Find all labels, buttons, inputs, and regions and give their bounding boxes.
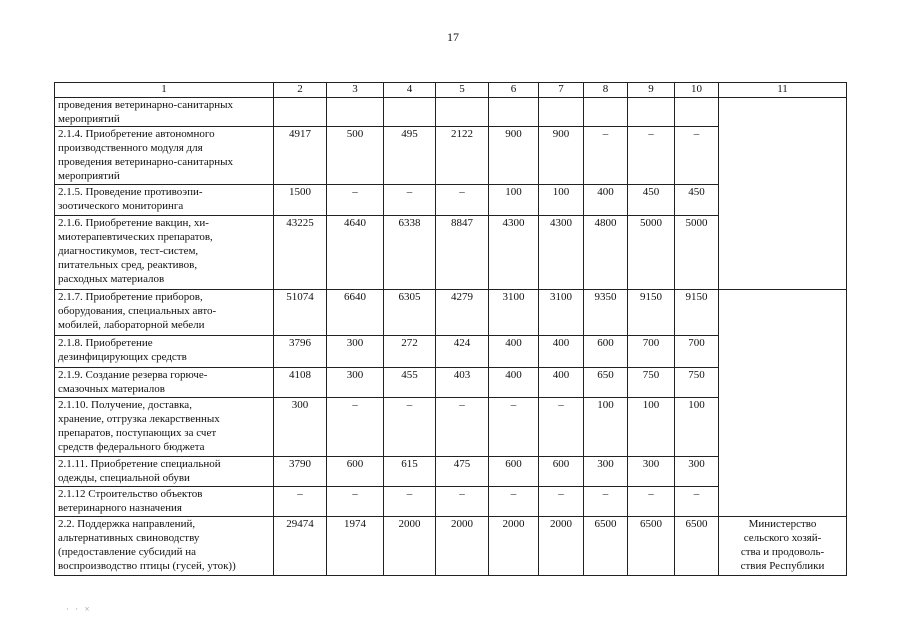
value-cell: 100 [489, 185, 539, 216]
value-cell [384, 98, 436, 127]
measure-name-cell: 2.1.7. Приобретение приборов, оборудования, специальных авто- мобилей, лабораторной мебели [55, 290, 274, 336]
measure-name-cell: 2.1.10. Получение, доставка, хранение, отгрузка лекарственных препаратов, поступающих за счет средств федерального бюджета [55, 398, 274, 457]
value-cell: – [436, 487, 489, 517]
table-row [55, 98, 847, 127]
value-cell: 100 [675, 398, 719, 457]
column-header: 1 [55, 83, 274, 98]
value-cell [675, 98, 719, 127]
value-cell: 450 [675, 185, 719, 216]
value-cell: 3796 [274, 336, 327, 368]
value-cell: 2000 [436, 517, 489, 576]
value-cell: 600 [584, 336, 628, 368]
value-cell: – [489, 398, 539, 457]
value-cell: 51074 [274, 290, 327, 336]
column-header: 8 [584, 83, 628, 98]
value-cell: 6305 [384, 290, 436, 336]
value-cell: 4800 [584, 216, 628, 290]
value-cell: 300 [274, 398, 327, 457]
value-cell: 400 [489, 368, 539, 398]
value-cell: – [436, 185, 489, 216]
measure-name-cell: 2.1.8. Приобретение дезинфицирующих средств [55, 336, 274, 368]
value-cell: 43225 [274, 216, 327, 290]
responsible-ministry-cell: Министерство сельского хозяй- ства и продоволь- ствия Республики [719, 517, 847, 576]
table-row [55, 290, 847, 336]
value-cell: 600 [539, 457, 584, 487]
value-cell: 3790 [274, 457, 327, 487]
value-cell: 4300 [539, 216, 584, 290]
value-cell: 450 [628, 185, 675, 216]
value-cell: – [327, 398, 384, 457]
value-cell [489, 98, 539, 127]
value-cell: 4279 [436, 290, 489, 336]
responsible-cell [719, 98, 847, 290]
value-cell: 615 [384, 457, 436, 487]
value-cell: 8847 [436, 216, 489, 290]
column-header: 3 [327, 83, 384, 98]
measure-name-cell: 2.1.6. Приобретение вакцин, хи- миотерапевтических препаратов, диагностикумов, тест-систем, питательных сред, реактивов, расходных материалов [55, 216, 274, 290]
value-cell: – [274, 487, 327, 517]
responsible-cell [719, 290, 847, 517]
value-cell: 455 [384, 368, 436, 398]
value-cell: 495 [384, 127, 436, 185]
value-cell: 100 [539, 185, 584, 216]
column-header: 6 [489, 83, 539, 98]
measure-name-cell: 2.1.11. Приобретение специальной одежды, специальной обуви [55, 457, 274, 487]
scan-mark: · · × [66, 604, 92, 614]
value-cell: 750 [675, 368, 719, 398]
value-cell: 400 [489, 336, 539, 368]
table-row [55, 517, 847, 576]
value-cell: 4917 [274, 127, 327, 185]
value-cell: 650 [584, 368, 628, 398]
value-cell: 9150 [628, 290, 675, 336]
value-cell: 2000 [539, 517, 584, 576]
value-cell: 403 [436, 368, 489, 398]
measure-name-cell: 2.1.9. Создание резерва горюче- смазочных материалов [55, 368, 274, 398]
value-cell: 300 [327, 336, 384, 368]
value-cell: 2000 [489, 517, 539, 576]
column-header: 7 [539, 83, 584, 98]
value-cell: – [327, 487, 384, 517]
column-header: 4 [384, 83, 436, 98]
measure-name-cell: 2.2. Поддержка направлений, альтернативных свиноводству (предоставление субсидий на воспроизводство птицы (гусей, уток)) [55, 517, 274, 576]
value-cell: 6500 [628, 517, 675, 576]
value-cell: 2122 [436, 127, 489, 185]
column-header: 2 [274, 83, 327, 98]
column-header: 5 [436, 83, 489, 98]
value-cell: 424 [436, 336, 489, 368]
value-cell: 100 [584, 398, 628, 457]
value-cell: 100 [628, 398, 675, 457]
value-cell [584, 98, 628, 127]
value-cell: 300 [675, 457, 719, 487]
value-cell: – [628, 487, 675, 517]
value-cell: 4640 [327, 216, 384, 290]
value-cell: 300 [628, 457, 675, 487]
value-cell: 750 [628, 368, 675, 398]
value-cell: – [384, 185, 436, 216]
value-cell: 600 [489, 457, 539, 487]
value-cell: – [675, 487, 719, 517]
measure-name-cell: 2.1.4. Приобретение автономного производственного модуля для проведения ветеринарно-санитарных мероприятий [55, 127, 274, 185]
value-cell [274, 98, 327, 127]
value-cell: – [384, 398, 436, 457]
value-cell: 5000 [675, 216, 719, 290]
value-cell: – [584, 127, 628, 185]
value-cell: 600 [327, 457, 384, 487]
value-cell: 9150 [675, 290, 719, 336]
value-cell [628, 98, 675, 127]
value-cell: 3100 [489, 290, 539, 336]
column-header: 9 [628, 83, 675, 98]
value-cell: 500 [327, 127, 384, 185]
measure-name-cell: 2.1.12 Строительство объектов ветеринарного назначения [55, 487, 274, 517]
value-cell: 6640 [327, 290, 384, 336]
value-cell: 900 [539, 127, 584, 185]
value-cell: 300 [327, 368, 384, 398]
value-cell: 700 [675, 336, 719, 368]
measure-name-cell: 2.1.5. Проведение противоэпи- зоотического мониторинга [55, 185, 274, 216]
value-cell: – [489, 487, 539, 517]
value-cell: – [327, 185, 384, 216]
value-cell: – [584, 487, 628, 517]
value-cell: – [628, 127, 675, 185]
value-cell: 400 [584, 185, 628, 216]
value-cell: 5000 [628, 216, 675, 290]
value-cell [327, 98, 384, 127]
value-cell: 300 [584, 457, 628, 487]
value-cell: 2000 [384, 517, 436, 576]
value-cell: 475 [436, 457, 489, 487]
value-cell: 900 [489, 127, 539, 185]
measure-name-cell: проведения ветеринарно-санитарных мероприятий [55, 98, 274, 127]
value-cell: 400 [539, 336, 584, 368]
value-cell: 3100 [539, 290, 584, 336]
column-header: 10 [675, 83, 719, 98]
value-cell: 4300 [489, 216, 539, 290]
header-row [55, 83, 847, 98]
value-cell: 700 [628, 336, 675, 368]
value-cell: 9350 [584, 290, 628, 336]
value-cell: 6500 [584, 517, 628, 576]
value-cell: – [675, 127, 719, 185]
value-cell: 272 [384, 336, 436, 368]
value-cell: 6338 [384, 216, 436, 290]
value-cell: 1974 [327, 517, 384, 576]
value-cell: – [539, 398, 584, 457]
value-cell [539, 98, 584, 127]
value-cell: 1500 [274, 185, 327, 216]
value-cell: 4108 [274, 368, 327, 398]
value-cell [436, 98, 489, 127]
budget-table [54, 82, 847, 576]
value-cell: – [436, 398, 489, 457]
page-number: 17 [447, 30, 459, 44]
value-cell: 29474 [274, 517, 327, 576]
value-cell: 6500 [675, 517, 719, 576]
value-cell: – [384, 487, 436, 517]
column-header: 11 [719, 83, 847, 98]
value-cell: 400 [539, 368, 584, 398]
value-cell: – [539, 487, 584, 517]
